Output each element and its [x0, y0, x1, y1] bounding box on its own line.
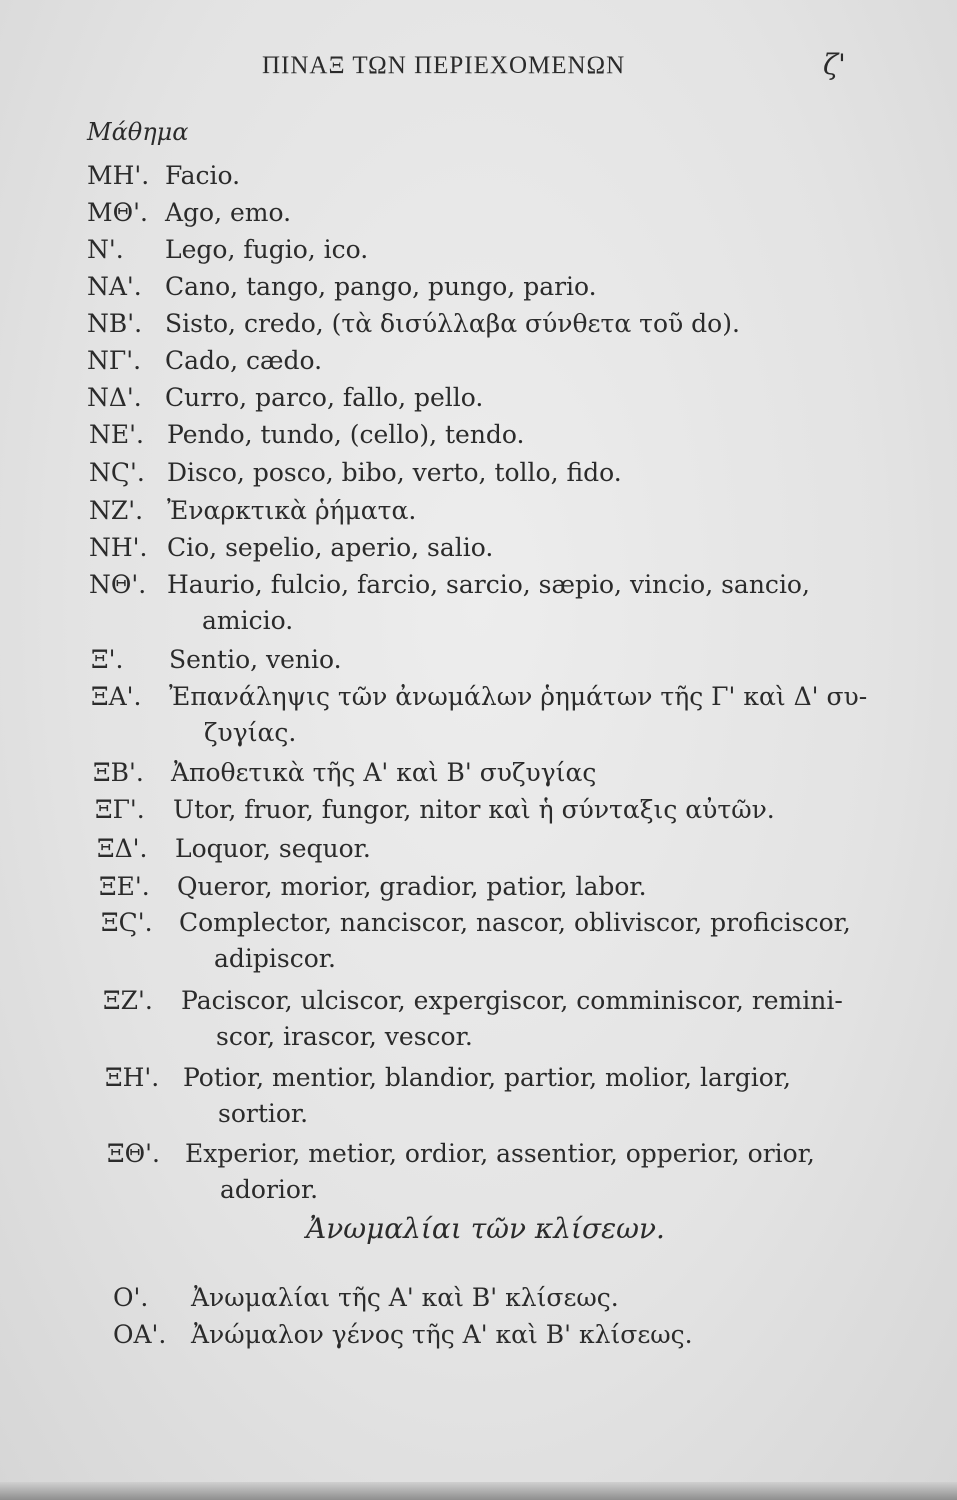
lesson-title: Experior, metior, ordior, assentior, opperior, orior, — [185, 1139, 815, 1168]
toc-entry — [91, 642, 342, 678]
page-number: ζ' — [823, 48, 846, 81]
lesson-number: ΜΗ'. — [87, 161, 150, 190]
lesson-number: ΝΔ'. — [87, 383, 142, 412]
toc-entry — [95, 792, 775, 828]
lesson-title: Cano, tango, pango, pungo, pario. — [165, 272, 597, 301]
lesson-title: Lego, fugio, ico. — [165, 235, 369, 264]
lesson-number: ΞΖ'. — [103, 986, 153, 1015]
lesson-number: ΝϚ'. — [89, 458, 145, 487]
page-header — [0, 48, 957, 92]
toc-entry — [89, 455, 622, 491]
toc-entry — [113, 1280, 619, 1316]
toc-entry — [87, 269, 597, 305]
lesson-title: Utor, fruor, fungor, nitor καὶ ἡ σύνταξις αὐτῶν. — [173, 795, 775, 824]
toc-entry — [101, 905, 851, 977]
toc-entry — [87, 232, 368, 268]
lesson-number: ΝΑ'. — [87, 272, 142, 301]
toc-entry — [97, 831, 371, 867]
toc-entry — [87, 158, 240, 194]
lesson-title: Complector, nanciscor, nascor, obliviscor, proficiscor, — [179, 908, 851, 937]
lesson-number: ΝΗ'. — [89, 533, 148, 562]
toc-entry — [103, 983, 843, 1055]
lesson-title: Paciscor, ulciscor, expergiscor, comminiscor, remini- — [181, 986, 843, 1015]
lesson-number: ΞΕ'. — [99, 872, 150, 901]
toc-entry — [107, 1136, 815, 1208]
lesson-title: Ἀποθετικὰ τῆς Α' καὶ Β' συζυγίας — [171, 758, 597, 787]
toc-entry — [99, 869, 647, 905]
lesson-title: Ἀνωμαλίαι τῆς Α' καὶ Β' κλίσεως. — [191, 1283, 619, 1312]
lesson-number: ΟΑ'. — [113, 1320, 167, 1349]
toc-entry — [89, 530, 493, 566]
toc-entry — [113, 1317, 693, 1353]
lesson-number: ΝΘ'. — [89, 570, 147, 599]
lesson-title: Ἐναρκτικὰ ῥήματα. — [167, 496, 417, 525]
lesson-number: Ο'. — [113, 1283, 149, 1312]
lesson-number: ΞΓ'. — [95, 795, 145, 824]
lesson-title: Haurio, fulcio, farcio, sarcio, sæpio, vincio, sancio, — [167, 570, 810, 599]
lesson-number: ΞΘ'. — [107, 1139, 160, 1168]
lesson-title-continued: ζυγίας. — [204, 718, 297, 747]
lesson-title: Facio. — [165, 161, 241, 190]
lesson-title-continued: adipiscor. — [214, 944, 336, 973]
lesson-title: Ἐπανάληψις τῶν ἀνωμάλων ῥημάτων τῆς Γ' καὶ Δ' συ- — [169, 682, 868, 711]
lesson-number: ΞϚ'. — [101, 908, 153, 937]
lesson-number: ΝΓ'. — [87, 346, 142, 375]
toc-entry — [89, 493, 416, 529]
toc-entry — [93, 755, 596, 791]
section-label: Μάθημα — [87, 118, 189, 146]
toc-entry — [87, 380, 483, 416]
lesson-title: Ἀνώμαλον γένος τῆς Α' καὶ Β' κλίσεως. — [191, 1320, 693, 1349]
lesson-title: Curro, parco, fallo, pello. — [165, 383, 484, 412]
lesson-title-continued: sortior. — [218, 1099, 309, 1128]
page-edge — [0, 1482, 957, 1500]
toc-entry — [87, 343, 322, 379]
lesson-number: ΞΑ'. — [91, 682, 142, 711]
lesson-title: Potior, mentior, blandior, partior, molior, largior, — [183, 1063, 791, 1092]
lesson-title: Cio, sepelio, aperio, salio. — [167, 533, 494, 562]
lesson-title: Ago, emo. — [165, 198, 292, 227]
lesson-title: Sisto, credo, (τὰ δισύλλαβα σύνθετα τοῦ do). — [165, 309, 740, 338]
lesson-title-continued: scor, irascor, vescor. — [216, 1022, 473, 1051]
lesson-number: Ξ'. — [91, 645, 124, 674]
lesson-title: Loquor, sequor. — [175, 834, 371, 863]
lesson-number: ΞΔ'. — [97, 834, 148, 863]
toc-entry — [87, 195, 291, 231]
lesson-title-continued: adorior. — [220, 1175, 319, 1204]
lesson-title: Sentio, venio. — [169, 645, 342, 674]
lesson-title: Pendo, tundo, (cello), tendo. — [167, 420, 525, 449]
toc-entry — [89, 417, 524, 453]
lesson-title: Cado, cædo. — [165, 346, 323, 375]
lesson-number: Ν'. — [87, 235, 124, 264]
lesson-title: Disco, posco, bibo, verto, tollo, fido. — [167, 458, 622, 487]
section-subheading: Ἀνωμαλίαι τῶν κλίσεων. — [306, 1212, 665, 1245]
lesson-number: ΝΒ'. — [87, 309, 143, 338]
lesson-number: ΞΗ'. — [105, 1063, 160, 1092]
toc-entry — [87, 306, 740, 342]
lesson-title-continued: amicio. — [202, 606, 294, 635]
toc-entry — [91, 679, 867, 751]
lesson-number: ΞΒ'. — [93, 758, 144, 787]
lesson-number: ΜΘ'. — [87, 198, 148, 227]
toc-entry — [89, 567, 810, 639]
lesson-title: Queror, morior, gradior, patior, labor. — [177, 872, 647, 901]
lesson-number: ΝΖ'. — [89, 496, 144, 525]
toc-entry — [105, 1060, 791, 1132]
running-title: ΠΙΝΑΞ ΤΩΝ ΠΕΡΙΕΧΟΜΕΝΩΝ — [262, 52, 626, 79]
lesson-number: ΝΕ'. — [89, 420, 144, 449]
